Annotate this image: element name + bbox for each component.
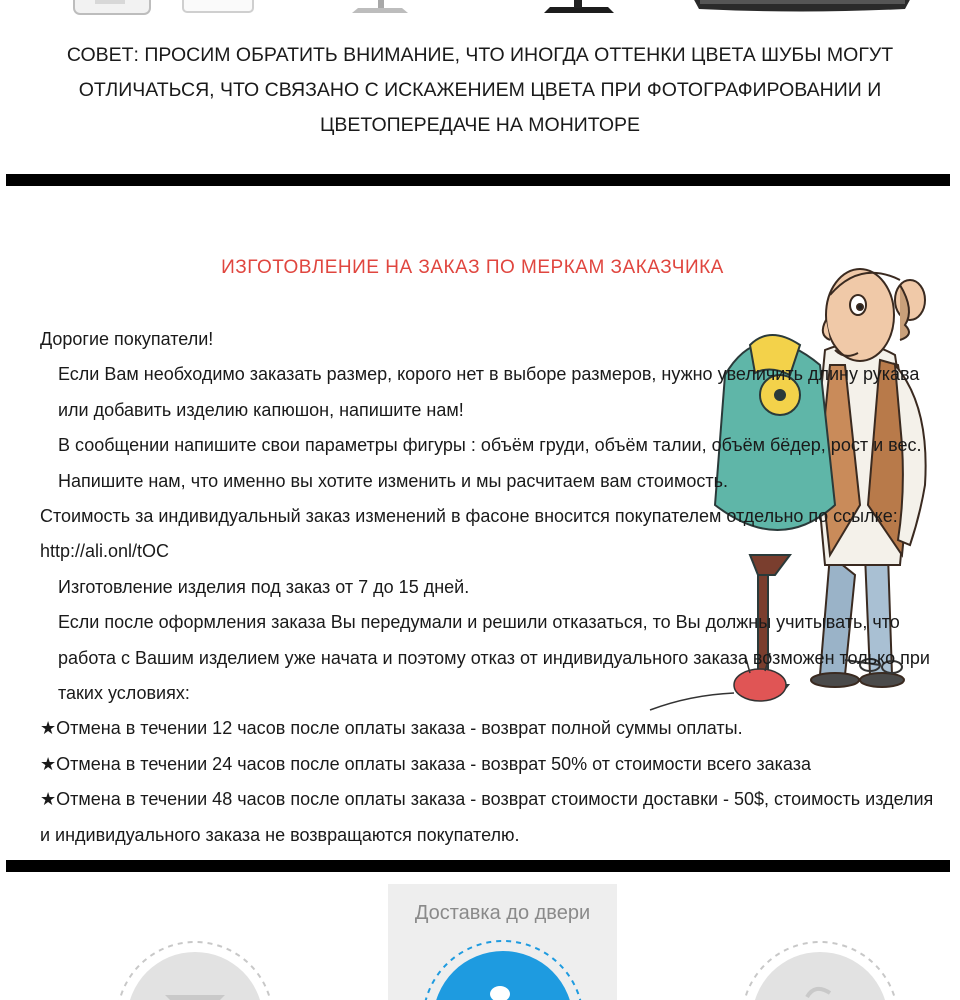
paragraph-size-request: Если Вам необходимо заказать размер, корого нет в выборе размеров, нужно увеличить длину рукава или добавить изделию капюшон, напишите нам! (58, 364, 920, 420)
color-tip-notice (40, 38, 920, 143)
door-delivery-icon (418, 936, 588, 1000)
paragraph-measurements: В сообщении напишите свои параметры фигуры : объём груди, объём талии, объём бёдер, рост и вес. Напишите нам, что именно вы хотите изменить и мы расчитаем вам стоимость. (58, 435, 922, 491)
custom-order-text (40, 322, 940, 853)
payment-link[interactable]: http://ali.onl/tOC (40, 541, 170, 562)
tip-line-1: СОВЕТ: ПРОСИМ ОБРАТИТЬ ВНИМАНИЕ, ЧТО ИНОГДА ОТТЕНКИ ЦВЕТА ШУБЫ МОГУТ (66, 44, 894, 66)
right-delivery-icon (735, 935, 905, 1000)
monitor-stand-silver-image (352, 0, 408, 13)
section-title: ИЗГОТОВЛЕНИЕ НА ЗАКАЗ ПО МЕРКАМ ЗАКАЗЧИКА (221, 257, 724, 278)
cancellation-rule-24h: ★Отмена в течении 24 часов после оплаты заказа - возврат 50% от стоимости всего заказа (40, 753, 811, 774)
monitor-stand-black-image (544, 0, 614, 13)
tablet-image (183, 0, 253, 12)
paragraph-cancellation: Если после оформления заказа Вы передумали и решили отказаться, то Вы должны учитывать, что работа с Вашим изделием уже начата и поэтому отказ от индивидуального заказа возможен только при таких условиях: (58, 612, 930, 704)
section-divider (6, 174, 950, 186)
paragraph-payment (40, 499, 940, 570)
cancellation-rule-48h: ★Отмена в течении 48 часов после оплаты заказа - возврат стоимости доставки - 50$, стоимость изделия и индивидуального заказа не возвращаются покупателю. (40, 789, 934, 845)
delivery-panel (388, 884, 617, 1000)
payment-text: Стоимость за индивидуальный заказ изменений в фасоне вносится покупателем отдельно по ссылке: (40, 506, 898, 527)
laptop-image (692, 0, 912, 12)
phone-image (74, 0, 150, 14)
left-delivery-icon (110, 935, 280, 1000)
tip-line-3: ЦВЕТОПЕРЕДАЧЕ НА МОНИТОРЕ (319, 114, 641, 136)
tip-line-2: ОТЛИЧАТЬСЯ, ЧТО СВЯЗАНО С ИСКАЖЕНИЕМ ЦВЕТА ПРИ ФОТОГРАФИРОВАНИИ И (78, 79, 882, 101)
greeting: Дорогие покупатели! (40, 329, 214, 349)
device-images-strip (0, 0, 960, 22)
paragraph-production-time: Изготовление изделия под заказ от 7 до 15 дней. (58, 576, 470, 597)
cancellation-rule-12h: ★Отмена в течении 12 часов после оплаты заказа - возврат полной суммы оплаты. (40, 718, 743, 739)
section-divider (6, 860, 950, 872)
delivery-label: Доставка до двери (414, 902, 591, 924)
